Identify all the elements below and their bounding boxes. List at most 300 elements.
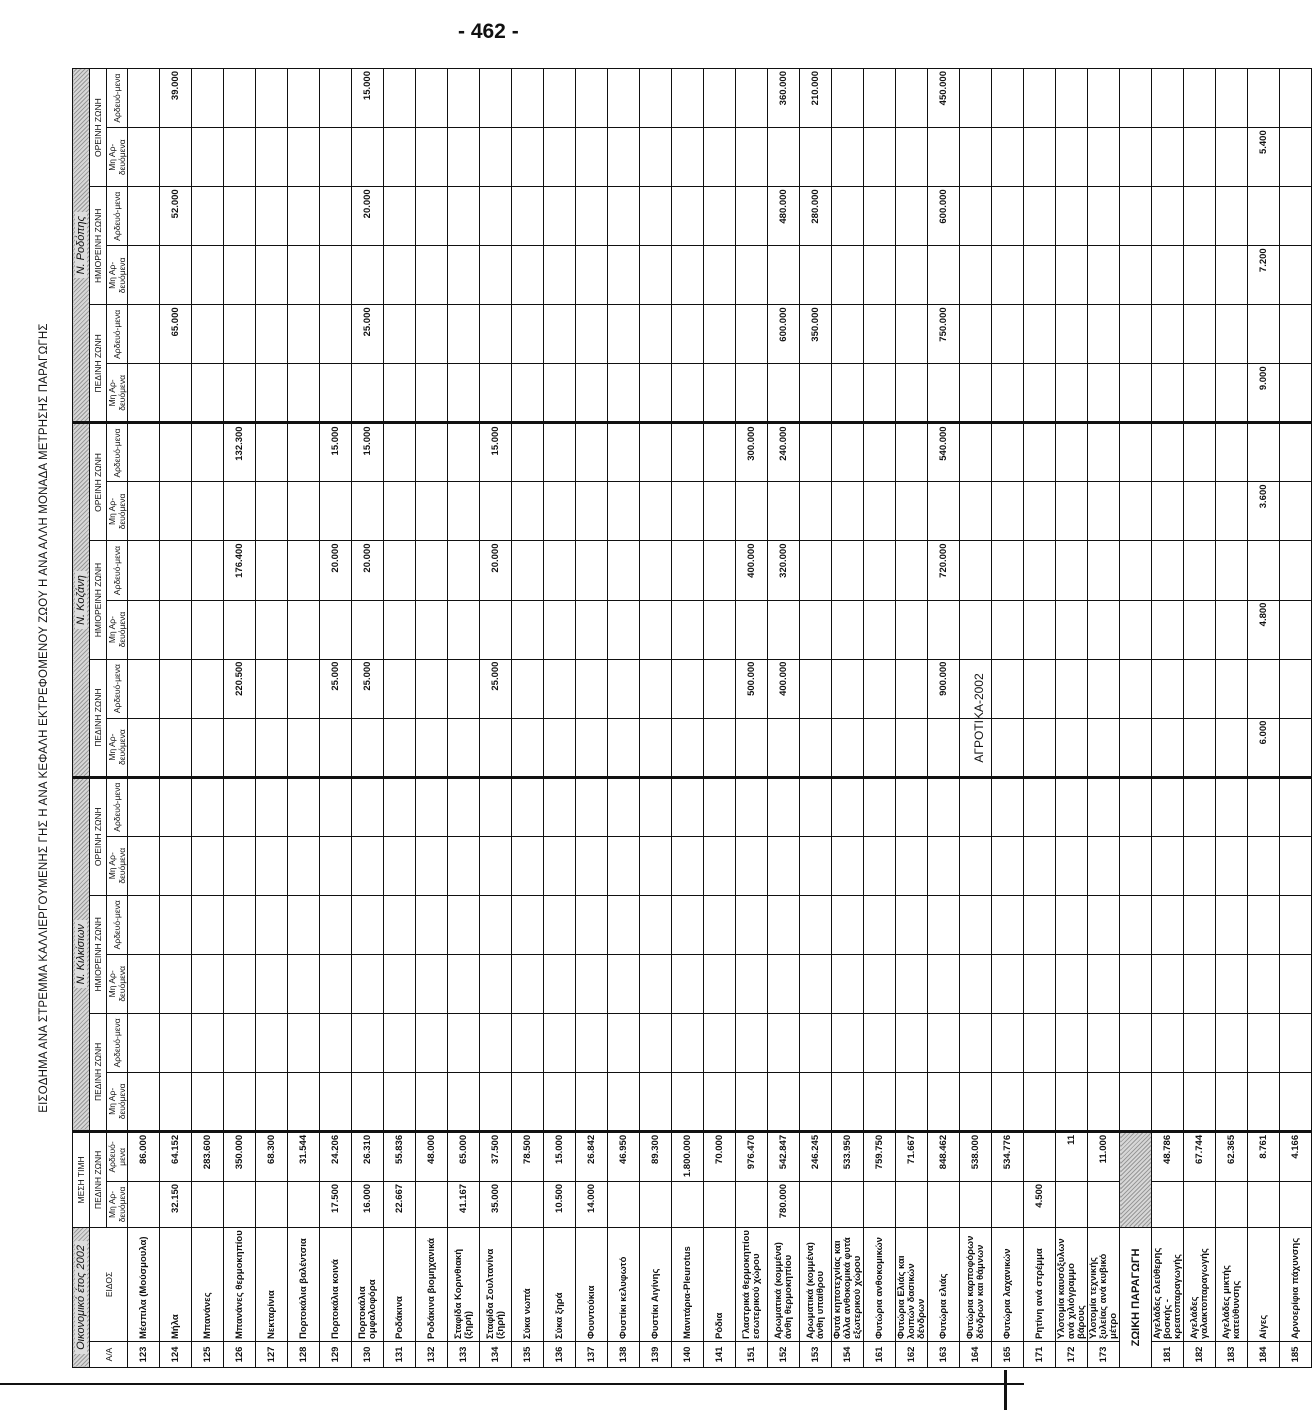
row-value-cell bbox=[384, 482, 416, 541]
row-value-cell bbox=[1056, 541, 1088, 600]
row-value-cell bbox=[704, 836, 736, 895]
row-value-cell bbox=[992, 187, 1024, 246]
row-value-cell bbox=[768, 1072, 800, 1131]
row-value-cell bbox=[384, 836, 416, 895]
row-value-cell bbox=[448, 246, 480, 305]
row-value-cell bbox=[1024, 1072, 1056, 1131]
zone-header: ΠΕΔΙΝΗ ΖΩΝΗ bbox=[90, 659, 107, 777]
row-value-cell bbox=[192, 128, 224, 187]
row-value-cell bbox=[128, 364, 160, 423]
row-aa: 162 bbox=[896, 1341, 928, 1367]
row-value-cell bbox=[704, 954, 736, 1013]
row-value-cell bbox=[704, 246, 736, 305]
row-value-cell bbox=[128, 954, 160, 1013]
row-value-cell bbox=[544, 600, 576, 659]
row-value-cell bbox=[128, 69, 160, 128]
row-name: Φυτώρια ελιάς bbox=[928, 1227, 960, 1341]
row-value-cell bbox=[512, 954, 544, 1013]
ardeuomena-header: Αρδευό-μενα bbox=[107, 69, 128, 128]
row-value-cell bbox=[480, 305, 512, 364]
mi-ardeuomena-header: Μη Αρ-δευόμενα bbox=[107, 128, 128, 187]
row-value-cell bbox=[640, 364, 672, 423]
row-value-cell bbox=[1248, 777, 1280, 836]
row-value-cell bbox=[1088, 836, 1120, 895]
row-value-cell bbox=[1152, 187, 1184, 246]
row-value-cell: 25.000 bbox=[352, 305, 384, 364]
row-value-cell bbox=[896, 128, 928, 187]
row-value-cell bbox=[576, 659, 608, 718]
row-mesi-mi-ardeuomena: 780.000 bbox=[768, 1181, 800, 1227]
row-aa: 130 bbox=[352, 1341, 384, 1367]
row-value-cell bbox=[640, 305, 672, 364]
row-value-cell bbox=[128, 659, 160, 718]
row-value-cell bbox=[352, 600, 384, 659]
row-mesi-mi-ardeuomena: 32.150 bbox=[160, 1181, 192, 1227]
row-value-cell bbox=[512, 718, 544, 777]
row-value-cell bbox=[1056, 364, 1088, 423]
row-value-cell bbox=[896, 954, 928, 1013]
row-value-cell: 210.000 bbox=[800, 69, 832, 128]
row-value-cell bbox=[736, 600, 768, 659]
row-value-cell bbox=[1184, 246, 1216, 305]
row-value-cell bbox=[1024, 777, 1056, 836]
row-value-cell bbox=[1184, 187, 1216, 246]
row-value-cell bbox=[1184, 482, 1216, 541]
row-mesi-ardeuomena: 46.950 bbox=[608, 1131, 640, 1181]
row-mesi-ardeuomena: 68.300 bbox=[256, 1131, 288, 1181]
ardeuomena-header: Αρδευό-μενα bbox=[107, 1131, 128, 1181]
row-value-cell: 7.200 bbox=[1248, 246, 1280, 305]
row-value-cell bbox=[928, 895, 960, 954]
row-aa: 133 bbox=[448, 1341, 480, 1367]
row-value-cell bbox=[1280, 1013, 1312, 1072]
row-value-cell: 20.000 bbox=[352, 541, 384, 600]
row-mesi-mi-ardeuomena bbox=[704, 1181, 736, 1227]
row-value-cell bbox=[384, 895, 416, 954]
row-value-cell bbox=[928, 246, 960, 305]
row-value-cell bbox=[992, 1013, 1024, 1072]
row-value-cell bbox=[160, 836, 192, 895]
ardeuomena-header: Αρδευό-μενα bbox=[107, 187, 128, 246]
row-value-cell: 750.000 bbox=[928, 305, 960, 364]
row-value-cell bbox=[224, 69, 256, 128]
row-name: Ροδάκινα βιομηχανικά bbox=[416, 1227, 448, 1341]
row-value-cell bbox=[896, 364, 928, 423]
row-value-cell bbox=[288, 364, 320, 423]
row-mesi-ardeuomena: 55.836 bbox=[384, 1131, 416, 1181]
row-value-cell bbox=[384, 187, 416, 246]
row-value-cell bbox=[704, 600, 736, 659]
table-row bbox=[224, 69, 256, 1368]
row-value-cell bbox=[1056, 305, 1088, 364]
footer-label: ΑΓΡΟΤΙΚΑ-2002 bbox=[972, 673, 986, 763]
row-name: Ρόδια bbox=[704, 1227, 736, 1341]
row-value-cell bbox=[1184, 777, 1216, 836]
row-value-cell bbox=[640, 187, 672, 246]
row-value-cell bbox=[544, 836, 576, 895]
row-value-cell bbox=[512, 777, 544, 836]
row-value-cell bbox=[224, 482, 256, 541]
row-value-cell bbox=[288, 836, 320, 895]
row-value-cell bbox=[608, 659, 640, 718]
row-value-cell bbox=[672, 305, 704, 364]
row-value-cell bbox=[832, 128, 864, 187]
row-value-cell bbox=[1024, 541, 1056, 600]
row-value-cell bbox=[1024, 364, 1056, 423]
row-value-cell bbox=[448, 305, 480, 364]
row-value-cell bbox=[1216, 482, 1248, 541]
row-value-cell bbox=[832, 659, 864, 718]
row-value-cell bbox=[672, 718, 704, 777]
row-value-cell bbox=[448, 718, 480, 777]
row-value-cell bbox=[608, 482, 640, 541]
table-row bbox=[1280, 69, 1312, 1368]
row-mesi-ardeuomena: 283.600 bbox=[192, 1131, 224, 1181]
row-value-cell bbox=[224, 364, 256, 423]
row-value-cell bbox=[1024, 895, 1056, 954]
row-mesi-ardeuomena: 26.842 bbox=[576, 1131, 608, 1181]
row-name: Μπανάνες bbox=[192, 1227, 224, 1341]
row-value-cell bbox=[1216, 187, 1248, 246]
row-value-cell bbox=[704, 128, 736, 187]
row-value-cell bbox=[736, 895, 768, 954]
row-value-cell bbox=[192, 187, 224, 246]
row-value-cell bbox=[736, 482, 768, 541]
row-mesi-ardeuomena: 37.500 bbox=[480, 1131, 512, 1181]
row-value-cell bbox=[448, 541, 480, 600]
row-value-cell bbox=[992, 954, 1024, 1013]
row-value-cell: 20.000 bbox=[480, 541, 512, 600]
row-value-cell bbox=[1216, 718, 1248, 777]
row-value-cell bbox=[768, 954, 800, 1013]
row-value-cell bbox=[224, 600, 256, 659]
row-value-cell: 400.000 bbox=[768, 659, 800, 718]
row-aa: 152 bbox=[768, 1341, 800, 1367]
region-label: Ν. Ροδόπης bbox=[75, 212, 87, 278]
row-value-cell bbox=[1184, 128, 1216, 187]
row-value-cell bbox=[384, 423, 416, 482]
row-value-cell bbox=[1088, 1072, 1120, 1131]
table-row bbox=[896, 69, 928, 1368]
row-value-cell bbox=[128, 1013, 160, 1072]
mi-ardeuomena-header: Μη Αρ-δευόμενα bbox=[107, 364, 128, 423]
row-value-cell bbox=[1280, 364, 1312, 423]
row-value-cell bbox=[224, 954, 256, 1013]
row-value-cell bbox=[1088, 659, 1120, 718]
row-mesi-mi-ardeuomena bbox=[864, 1181, 896, 1227]
row-value-cell bbox=[544, 423, 576, 482]
table-row bbox=[1216, 69, 1248, 1368]
row-value-cell bbox=[896, 69, 928, 128]
row-value-cell bbox=[1056, 777, 1088, 836]
row-value-cell bbox=[448, 69, 480, 128]
row-value-cell bbox=[544, 305, 576, 364]
row-value-cell bbox=[672, 246, 704, 305]
row-value-cell bbox=[1280, 246, 1312, 305]
mi-ardeuomena-header: Μη Αρ-δευόμενα bbox=[107, 836, 128, 895]
row-value-cell bbox=[672, 482, 704, 541]
row-value-cell bbox=[1280, 128, 1312, 187]
mi-ardeuomena-header: Μη Αρ-δευόμενα bbox=[107, 482, 128, 541]
row-value-cell bbox=[672, 69, 704, 128]
row-value-cell bbox=[832, 718, 864, 777]
row-value-cell bbox=[1152, 246, 1184, 305]
row-value-cell bbox=[928, 1072, 960, 1131]
section-empty-cell bbox=[1120, 600, 1152, 659]
row-value-cell bbox=[608, 1013, 640, 1072]
row-value-cell bbox=[928, 128, 960, 187]
row-value-cell bbox=[256, 305, 288, 364]
table-row bbox=[352, 69, 384, 1368]
row-value-cell bbox=[480, 895, 512, 954]
row-value-cell bbox=[768, 482, 800, 541]
row-mesi-mi-ardeuomena bbox=[1248, 1181, 1280, 1227]
row-mesi-ardeuomena: 71.667 bbox=[896, 1131, 928, 1181]
row-value-cell bbox=[480, 1072, 512, 1131]
row-value-cell bbox=[832, 1013, 864, 1072]
row-value-cell bbox=[736, 187, 768, 246]
scan-corner-mark bbox=[1004, 1370, 1007, 1410]
row-value-cell bbox=[480, 600, 512, 659]
row-value-cell bbox=[1088, 187, 1120, 246]
row-value-cell bbox=[448, 128, 480, 187]
row-mesi-mi-ardeuomena bbox=[1280, 1181, 1312, 1227]
row-mesi-mi-ardeuomena bbox=[192, 1181, 224, 1227]
row-value-cell bbox=[832, 187, 864, 246]
aa-header: Α/Α bbox=[90, 1341, 128, 1367]
row-value-cell bbox=[672, 777, 704, 836]
row-mesi-mi-ardeuomena bbox=[1088, 1181, 1120, 1227]
row-value-cell bbox=[928, 777, 960, 836]
row-value-cell: 176.400 bbox=[224, 541, 256, 600]
row-value-cell bbox=[192, 836, 224, 895]
row-value-cell bbox=[1088, 777, 1120, 836]
row-value-cell bbox=[576, 246, 608, 305]
row-value-cell bbox=[544, 777, 576, 836]
row-value-cell: 15.000 bbox=[352, 423, 384, 482]
section-empty-cell bbox=[1120, 482, 1152, 541]
row-mesi-mi-ardeuomena bbox=[128, 1181, 160, 1227]
row-value-cell bbox=[320, 1013, 352, 1072]
row-value-cell bbox=[1280, 836, 1312, 895]
row-value-cell bbox=[512, 1013, 544, 1072]
row-name: Φυστίκι Αιγίνης bbox=[640, 1227, 672, 1341]
row-value-cell bbox=[160, 659, 192, 718]
row-value-cell bbox=[608, 246, 640, 305]
row-value-cell bbox=[800, 836, 832, 895]
row-value-cell bbox=[608, 69, 640, 128]
row-value-cell bbox=[192, 954, 224, 1013]
row-name: Φυτώρια Ελιάς και λοιπών δασικών δένδρων bbox=[896, 1227, 928, 1341]
row-value-cell bbox=[288, 423, 320, 482]
row-value-cell bbox=[672, 1013, 704, 1072]
row-value-cell bbox=[448, 364, 480, 423]
row-mesi-ardeuomena: 533.950 bbox=[832, 1131, 864, 1181]
row-value-cell: 5.400 bbox=[1248, 128, 1280, 187]
row-mesi-ardeuomena: 65.000 bbox=[448, 1131, 480, 1181]
row-value-cell bbox=[736, 836, 768, 895]
row-value-cell: 15.000 bbox=[352, 69, 384, 128]
row-value-cell bbox=[1184, 600, 1216, 659]
table-row bbox=[512, 69, 544, 1368]
row-value-cell bbox=[640, 482, 672, 541]
row-mesi-ardeuomena: 534.776 bbox=[992, 1131, 1024, 1181]
row-value-cell bbox=[1216, 364, 1248, 423]
row-aa: 141 bbox=[704, 1341, 736, 1367]
row-value-cell bbox=[1088, 541, 1120, 600]
row-value-cell bbox=[1248, 895, 1280, 954]
row-value-cell bbox=[192, 777, 224, 836]
row-value-cell bbox=[704, 364, 736, 423]
row-value-cell bbox=[768, 600, 800, 659]
row-mesi-mi-ardeuomena bbox=[928, 1181, 960, 1227]
zone-header: ΠΕΔΙΝΗ ΖΩΝΗ bbox=[90, 1013, 107, 1131]
row-value-cell bbox=[800, 777, 832, 836]
row-value-cell bbox=[704, 482, 736, 541]
row-mesi-ardeuomena: 759.750 bbox=[864, 1131, 896, 1181]
row-value-cell bbox=[1152, 659, 1184, 718]
row-value-cell bbox=[224, 777, 256, 836]
section-empty-cell bbox=[1120, 895, 1152, 954]
ardeuomena-header: Αρδευό-μενα bbox=[107, 305, 128, 364]
rotated-table-area bbox=[38, 68, 1301, 1368]
row-value-cell bbox=[1152, 777, 1184, 836]
row-value-cell bbox=[1024, 423, 1056, 482]
region-header bbox=[73, 777, 90, 1131]
row-value-cell bbox=[544, 246, 576, 305]
row-value-cell: 320.000 bbox=[768, 541, 800, 600]
row-mesi-ardeuomena: 538.000 bbox=[960, 1131, 992, 1181]
row-value-cell bbox=[256, 1072, 288, 1131]
row-value-cell bbox=[320, 187, 352, 246]
row-value-cell bbox=[1152, 1013, 1184, 1072]
table-row bbox=[320, 69, 352, 1368]
row-value-cell bbox=[864, 305, 896, 364]
ardeuomena-header: Αρδευό-μενα bbox=[107, 1013, 128, 1072]
row-aa: 136 bbox=[544, 1341, 576, 1367]
section-empty-cell bbox=[1120, 364, 1152, 423]
row-value-cell bbox=[192, 659, 224, 718]
row-value-cell bbox=[512, 364, 544, 423]
row-aa: 153 bbox=[800, 1341, 832, 1367]
row-mesi-mi-ardeuomena bbox=[256, 1181, 288, 1227]
row-value-cell bbox=[1248, 659, 1280, 718]
row-value-cell bbox=[1216, 128, 1248, 187]
row-value-cell bbox=[224, 718, 256, 777]
row-name: Μήλα bbox=[160, 1227, 192, 1341]
row-value-cell bbox=[992, 659, 1024, 718]
row-name: Φυτώρια καρποφόρων δένδρων και θάμνων bbox=[960, 1227, 992, 1341]
row-value-cell bbox=[384, 128, 416, 187]
row-value-cell bbox=[800, 600, 832, 659]
row-value-cell bbox=[448, 187, 480, 246]
row-value-cell bbox=[1056, 246, 1088, 305]
row-value-cell bbox=[320, 895, 352, 954]
row-value-cell bbox=[576, 187, 608, 246]
row-value-cell bbox=[1280, 305, 1312, 364]
row-value-cell bbox=[544, 482, 576, 541]
row-value-cell bbox=[1216, 423, 1248, 482]
section-empty-cell bbox=[1120, 69, 1152, 128]
row-value-cell bbox=[288, 600, 320, 659]
row-value-cell bbox=[608, 305, 640, 364]
row-value-cell bbox=[832, 423, 864, 482]
row-mesi-ardeuomena: 542.847 bbox=[768, 1131, 800, 1181]
row-value-cell bbox=[352, 1013, 384, 1072]
row-value-cell bbox=[576, 128, 608, 187]
row-value-cell bbox=[1088, 69, 1120, 128]
row-value-cell bbox=[448, 600, 480, 659]
row-mesi-ardeuomena: 67.744 bbox=[1184, 1131, 1216, 1181]
row-value-cell bbox=[704, 541, 736, 600]
row-value-cell bbox=[864, 128, 896, 187]
row-mesi-mi-ardeuomena bbox=[640, 1181, 672, 1227]
row-value-cell bbox=[896, 718, 928, 777]
row-value-cell bbox=[416, 895, 448, 954]
row-value-cell bbox=[1152, 718, 1184, 777]
ardeuomena-header: Αρδευό-μενα bbox=[107, 659, 128, 718]
row-value-cell bbox=[160, 777, 192, 836]
row-value-cell bbox=[992, 541, 1024, 600]
row-mesi-mi-ardeuomena bbox=[736, 1181, 768, 1227]
row-value-cell bbox=[768, 1013, 800, 1072]
row-value-cell bbox=[896, 423, 928, 482]
row-value-cell bbox=[1152, 69, 1184, 128]
row-value-cell bbox=[448, 1013, 480, 1072]
row-name: Σταφίδα Σουλτανίνα (ξηρή) bbox=[480, 1227, 512, 1341]
row-value-cell bbox=[288, 659, 320, 718]
row-value-cell bbox=[256, 187, 288, 246]
row-mesi-mi-ardeuomena bbox=[896, 1181, 928, 1227]
zone-header: ΗΜΙΟΡΕΙΝΗ ΖΩΝΗ bbox=[90, 895, 107, 1013]
row-value-cell bbox=[416, 364, 448, 423]
row-value-cell bbox=[672, 600, 704, 659]
row-mesi-mi-ardeuomena bbox=[512, 1181, 544, 1227]
table-row bbox=[1184, 69, 1216, 1368]
row-value-cell bbox=[512, 1072, 544, 1131]
row-value-cell bbox=[1216, 600, 1248, 659]
row-value-cell bbox=[640, 423, 672, 482]
row-value-cell bbox=[800, 1013, 832, 1072]
row-value-cell bbox=[704, 718, 736, 777]
row-value-cell bbox=[512, 836, 544, 895]
table-row bbox=[608, 69, 640, 1368]
row-value-cell bbox=[736, 718, 768, 777]
row-mesi-mi-ardeuomena: 4.500 bbox=[1024, 1181, 1056, 1227]
row-mesi-mi-ardeuomena bbox=[672, 1181, 704, 1227]
zone-header: ΟΡΕΙΝΗ ΖΩΝΗ bbox=[90, 777, 107, 895]
table-row bbox=[928, 69, 960, 1368]
row-value-cell bbox=[1216, 895, 1248, 954]
row-aa: 129 bbox=[320, 1341, 352, 1367]
table-title: ΕΙΣΟΔΗΜΑ ΑΝΑ ΣΤΡΕΜΜΑ ΚΑΛΛΙΕΡΓΟΥΜΕΝΗΣ ΓΗΣ Η ΑΝΑ ΚΕΦΑΛΗ ΕΚΤΡΕΦΟΜΕΝΟΥ ΖΩΟΥ Η ΑΝΑ ΑΛΛΗ ΜΟΝΑΔΑ ΜΕΤΡΗΣΗΣ ΠΑΡΑΓΩΓΗΣ bbox=[38, 323, 50, 1113]
row-value-cell bbox=[1152, 482, 1184, 541]
row-value-cell bbox=[928, 836, 960, 895]
row-value-cell bbox=[416, 600, 448, 659]
row-value-cell bbox=[256, 659, 288, 718]
row-value-cell: 500.000 bbox=[736, 659, 768, 718]
row-value-cell bbox=[1024, 187, 1056, 246]
row-value-cell bbox=[352, 718, 384, 777]
row-value-cell bbox=[832, 895, 864, 954]
row-name: Αρωματικά (κομμένα) άνθη υπαίθρου bbox=[800, 1227, 832, 1341]
row-value-cell bbox=[288, 777, 320, 836]
row-value-cell bbox=[768, 777, 800, 836]
row-value-cell bbox=[576, 364, 608, 423]
row-aa: 181 bbox=[1152, 1341, 1184, 1367]
row-value-cell bbox=[1024, 482, 1056, 541]
row-value-cell bbox=[800, 1072, 832, 1131]
